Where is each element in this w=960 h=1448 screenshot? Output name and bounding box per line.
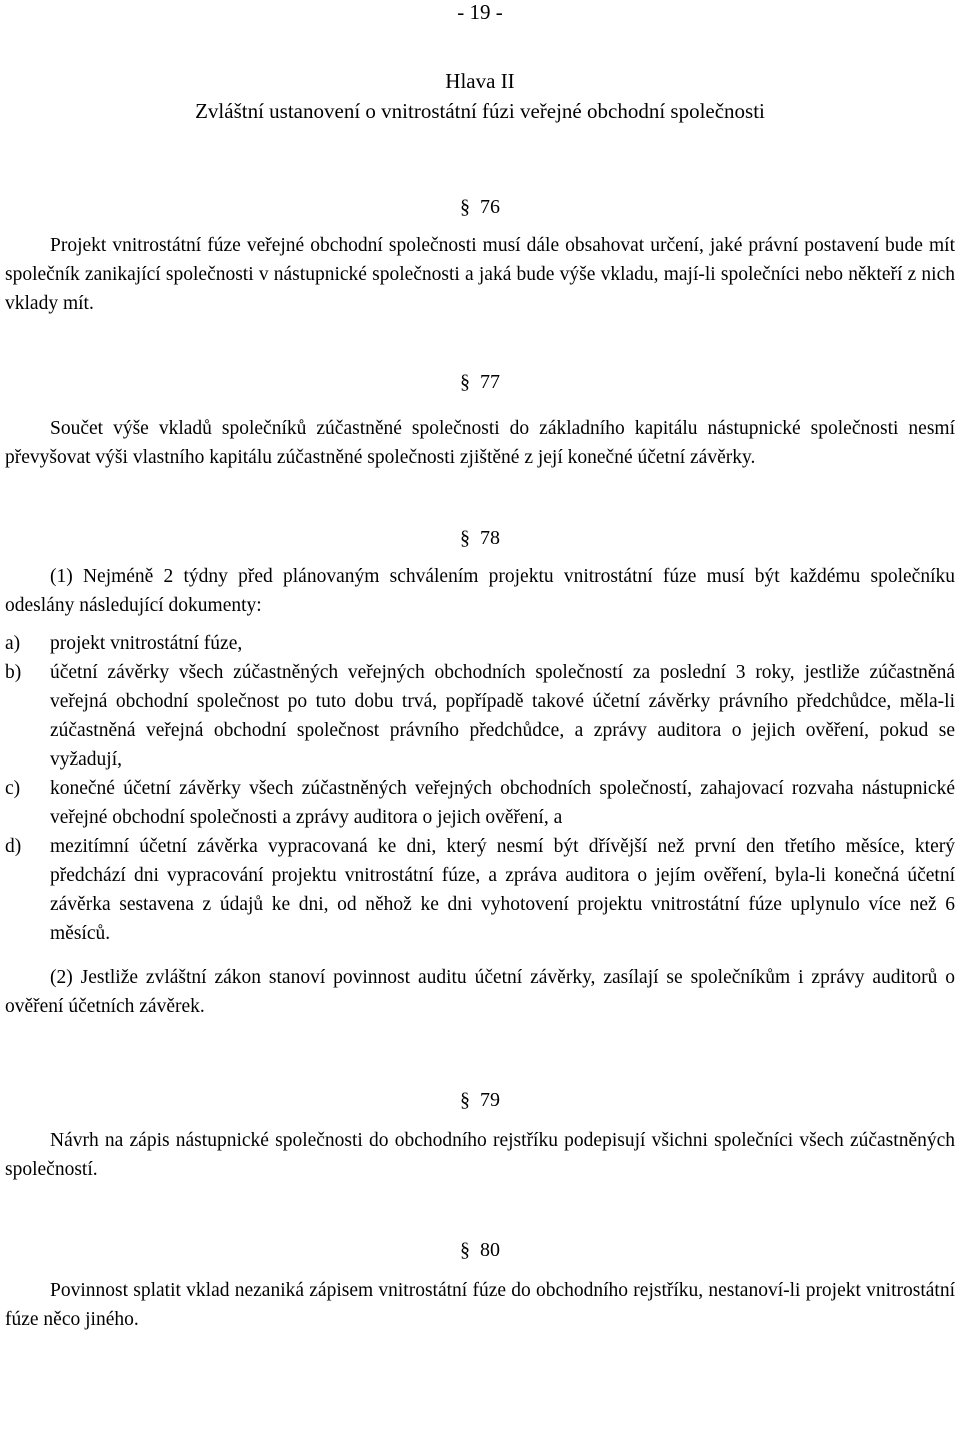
section-text: Povinnost splatit vklad nezaniká zápisem vnitrostátní fúze do obchodního rejstříku, nestanoví-li projekt vnitrostátní fúze něco jiného. bbox=[5, 1280, 955, 1330]
section-symbol: § bbox=[460, 196, 470, 218]
chapter-subtitle: Zvláštní ustanovení o vnitrostátní fúzi veřejné obchodní společnosti bbox=[195, 99, 765, 123]
list-item bbox=[5, 629, 955, 658]
list-item-mark: b) bbox=[5, 662, 22, 683]
list-item-text: účetní závěrky všech zúčastněných veřejných obchodních společností za poslední 3 roky, jestliže zúčastněná veřejná obchodní společnost po tuto dobu trvá, popřípadě takové účetní závěrky právního předchůdce, měla-li zúčastněná veřejná obchodní společnost právního předchůdce, a zprávy auditora o jejich ověření, pokud se vyžadují, bbox=[50, 662, 955, 770]
section-79 bbox=[5, 1086, 955, 1184]
list-item bbox=[5, 774, 955, 832]
chapter-heading bbox=[5, 66, 955, 126]
chapter-title: Hlava II bbox=[445, 69, 515, 93]
list-item bbox=[5, 658, 955, 774]
section-78 bbox=[5, 524, 955, 1021]
section-paragraph-2: (2) Jestliže zvláštní zákon stanoví povinnost auditu účetní závěrky, zasílají se společníkům i zprávy auditorů o ověření účetních závěrek. bbox=[5, 967, 955, 1017]
section-text: Součet výše vkladů společníků zúčastněné společnosti do základního kapitálu nástupnické společnosti nesmí převyšovat výši vlastního kapitálu zúčastněné společnosti zjištěné z její konečné účetní závěrky. bbox=[5, 418, 955, 468]
section-number: 77 bbox=[480, 371, 500, 393]
section-76 bbox=[5, 193, 955, 318]
document-list bbox=[5, 629, 955, 948]
section-heading bbox=[5, 368, 955, 396]
section-number: 80 bbox=[480, 1239, 500, 1261]
section-symbol: § bbox=[460, 527, 470, 549]
section-number: 78 bbox=[480, 527, 500, 549]
list-item-mark: d) bbox=[5, 836, 22, 857]
list-item bbox=[5, 832, 955, 948]
section-heading bbox=[5, 524, 955, 552]
section-heading bbox=[5, 193, 955, 221]
section-number: 79 bbox=[480, 1089, 500, 1111]
section-paragraph-1: (1) Nejméně 2 týdny před plánovaným schválením projektu vnitrostátní fúze musí být každému společníku odeslány následující dokumenty: bbox=[5, 566, 955, 616]
page-number: - 19 - bbox=[457, 0, 503, 24]
section-80 bbox=[5, 1236, 955, 1334]
list-item-mark: c) bbox=[5, 778, 21, 799]
section-text: Projekt vnitrostátní fúze veřejné obchodní společnosti musí dále obsahovat určení, jaké právní postavení bude mít společník zanikající společnosti v nástupnické společnosti a jaká bude výše vkladu, mají-li společníci nebo někteří z nich vklady mít. bbox=[5, 235, 955, 314]
section-symbol: § bbox=[460, 371, 470, 393]
list-item-text: projekt vnitrostátní fúze, bbox=[50, 633, 243, 654]
section-number: 76 bbox=[480, 196, 500, 218]
section-77 bbox=[5, 368, 955, 472]
section-symbol: § bbox=[460, 1089, 470, 1111]
section-heading bbox=[5, 1086, 955, 1114]
section-text: Návrh na zápis nástupnické společnosti do obchodního rejstříku podepisují všichni společníci všech zúčastněných společností. bbox=[5, 1130, 955, 1180]
list-item-text: konečné účetní závěrky všech zúčastněných veřejných obchodních společností, zahajovací rozvaha nástupnické veřejné obchodní společnosti a zprávy auditora o jejich ověření, a bbox=[50, 778, 955, 828]
document-page bbox=[5, 0, 955, 1334]
list-item-mark: a) bbox=[5, 633, 21, 654]
section-symbol: § bbox=[460, 1239, 470, 1261]
list-item-text: mezitímní účetní závěrka vypracovaná ke dni, který nesmí být dřívější než první den třetího měsíce, který předchází dni vypracování projektu vnitrostátní fúze, a zpráva auditora o jejím ověření, byla-li konečná účetní závěrka sestavena z údajů ke dni, od něhož ke dni vyhotovení projektu vnitrostátní fúze uplynulo více než 6 měsíců. bbox=[50, 836, 955, 944]
section-heading bbox=[5, 1236, 955, 1264]
